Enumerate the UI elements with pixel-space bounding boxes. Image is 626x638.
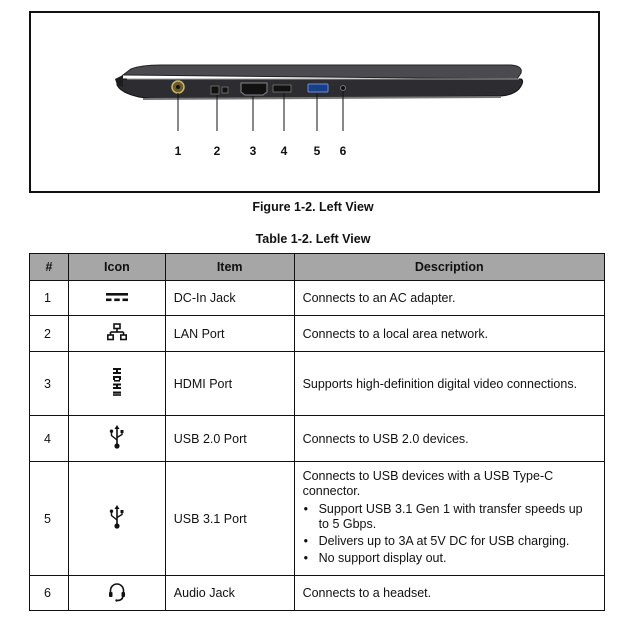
callout-2: 2 <box>213 144 221 158</box>
usb-icon <box>109 424 125 453</box>
row-item: DC-In Jack <box>165 281 294 316</box>
header-icon: Icon <box>68 254 165 281</box>
row-description <box>294 462 604 576</box>
row-item: USB 3.1 Port <box>165 462 294 576</box>
header-number: # <box>30 254 69 281</box>
list-item: • Support USB 3.1 Gen 1 with transfer speeds up to 5 Gbps. <box>303 502 596 532</box>
row-description: Connects to USB 2.0 devices. <box>294 416 604 462</box>
row-description: Connects to a local area network. <box>294 316 604 352</box>
row-number: 2 <box>30 316 69 352</box>
description-bullets <box>303 502 596 566</box>
row-item: HDMI Port <box>165 352 294 416</box>
row-number: 4 <box>30 416 69 462</box>
laptop-left-side-illustration <box>31 13 598 191</box>
table-caption: Table 1-2. Left View <box>255 232 371 246</box>
dc-in-icon <box>105 291 129 306</box>
callout-4: 4 <box>280 144 288 158</box>
lan-icon <box>107 323 127 344</box>
hdmi-icon <box>112 367 122 400</box>
row-description: Connects to a headset. <box>294 576 604 611</box>
header-description: Description <box>294 254 604 281</box>
row-number: 1 <box>30 281 69 316</box>
row-number: 5 <box>30 462 69 576</box>
table-row <box>30 462 605 576</box>
row-description: Connects to an AC adapter. <box>294 281 604 316</box>
header-item: Item <box>165 254 294 281</box>
row-description: Supports high-definition digital video connections. <box>294 352 604 416</box>
callout-3: 3 <box>249 144 257 158</box>
headset-icon <box>108 582 126 605</box>
callout-6: 6 <box>339 144 347 158</box>
table-row <box>30 352 605 416</box>
row-item: USB 2.0 Port <box>165 416 294 462</box>
table-row <box>30 281 605 316</box>
usb-icon <box>109 504 125 533</box>
callout-5: 5 <box>313 144 321 158</box>
row-item: Audio Jack <box>165 576 294 611</box>
table-row <box>30 576 605 611</box>
figure-caption: Figure 1-2. Left View <box>252 200 374 214</box>
list-item: • Delivers up to 3A at 5V DC for USB charging. <box>303 534 596 549</box>
row-number: 3 <box>30 352 69 416</box>
table-header-row <box>30 254 605 281</box>
table-row <box>30 316 605 352</box>
callout-1: 1 <box>174 144 182 158</box>
ports-table <box>29 253 605 611</box>
figure-left-view <box>29 11 600 193</box>
row-item: LAN Port <box>165 316 294 352</box>
row-description-text: Connects to USB devices with a USB Type-C connector. <box>302 469 554 498</box>
table-row <box>30 416 605 462</box>
list-item: • No support display out. <box>303 551 596 566</box>
row-number: 6 <box>30 576 69 611</box>
